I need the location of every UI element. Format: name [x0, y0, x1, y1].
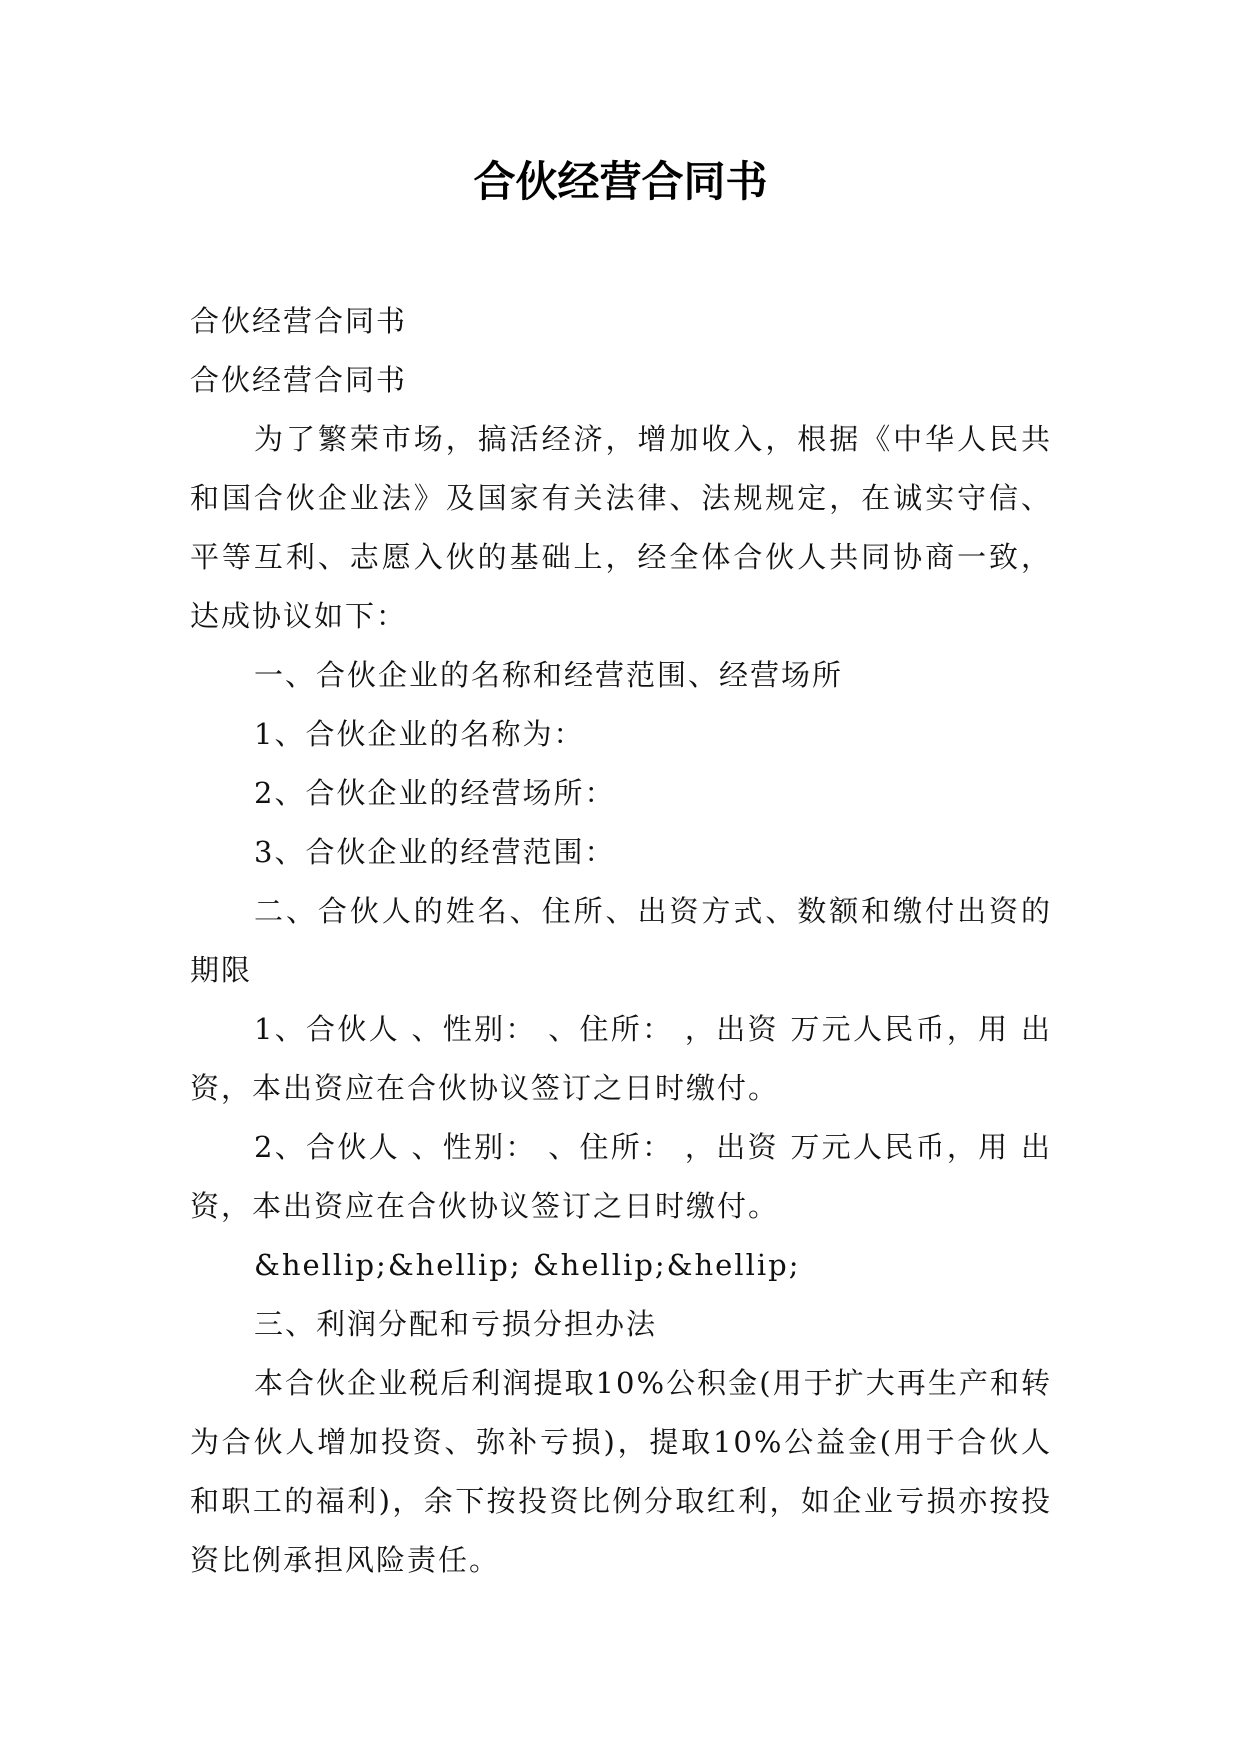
clause-1-1: 1、合伙企业的名称为： [254, 717, 585, 751]
ellipsis-line: &hellip;&hellip; &hellip;&hellip; [254, 1248, 801, 1282]
clause-2-1: 1、合伙人 、性别： 、住所： ，出资 万元人民币，用 出资，本出资应在合伙协议签订之日时缴付。 [190, 1012, 1052, 1105]
clause-3-body: 本合伙企业税后利润提取10%公积金(用于扩大再生产和转为合伙人增加投资、弥补亏损)，提取10%公益金(用于合伙人和职工的福利)，余下按投资比例分取红利，如企业亏损亦按投资比例承担风险责任。 [190, 1366, 1052, 1577]
paragraph-preamble: 为了繁荣市场，搞活经济，增加收入，根据《中华人民共和国合伙企业法》及国家有关法律、法规规定，在诚实守信、平等互利、志愿入伙的基础上，经全体合伙人共同协商一致，达成协议如下： [190, 422, 1052, 633]
section-heading-1: 一、合伙企业的名称和经营范围、经营场所 [254, 658, 844, 692]
document-title: 合伙经营合同书 [473, 157, 768, 206]
clause-1-3: 3、合伙企业的经营范围： [254, 835, 616, 869]
clause-1-2: 2、合伙企业的经营场所： [254, 776, 616, 810]
paragraph-heading-repeat-2: 合伙经营合同书 [190, 363, 408, 397]
clause-2-2: 2、合伙人 、性别： 、住所： ，出资 万元人民币，用 出资，本出资应在合伙协议签订之日时缴付。 [190, 1130, 1052, 1223]
section-heading-2: 二、合伙人的姓名、住所、出资方式、数额和缴付出资的期限 [190, 894, 1052, 987]
section-heading-3: 三、利润分配和亏损分担办法 [254, 1307, 658, 1341]
paragraph-heading-repeat-1: 合伙经营合同书 [190, 304, 408, 338]
document-body [190, 292, 1052, 1590]
